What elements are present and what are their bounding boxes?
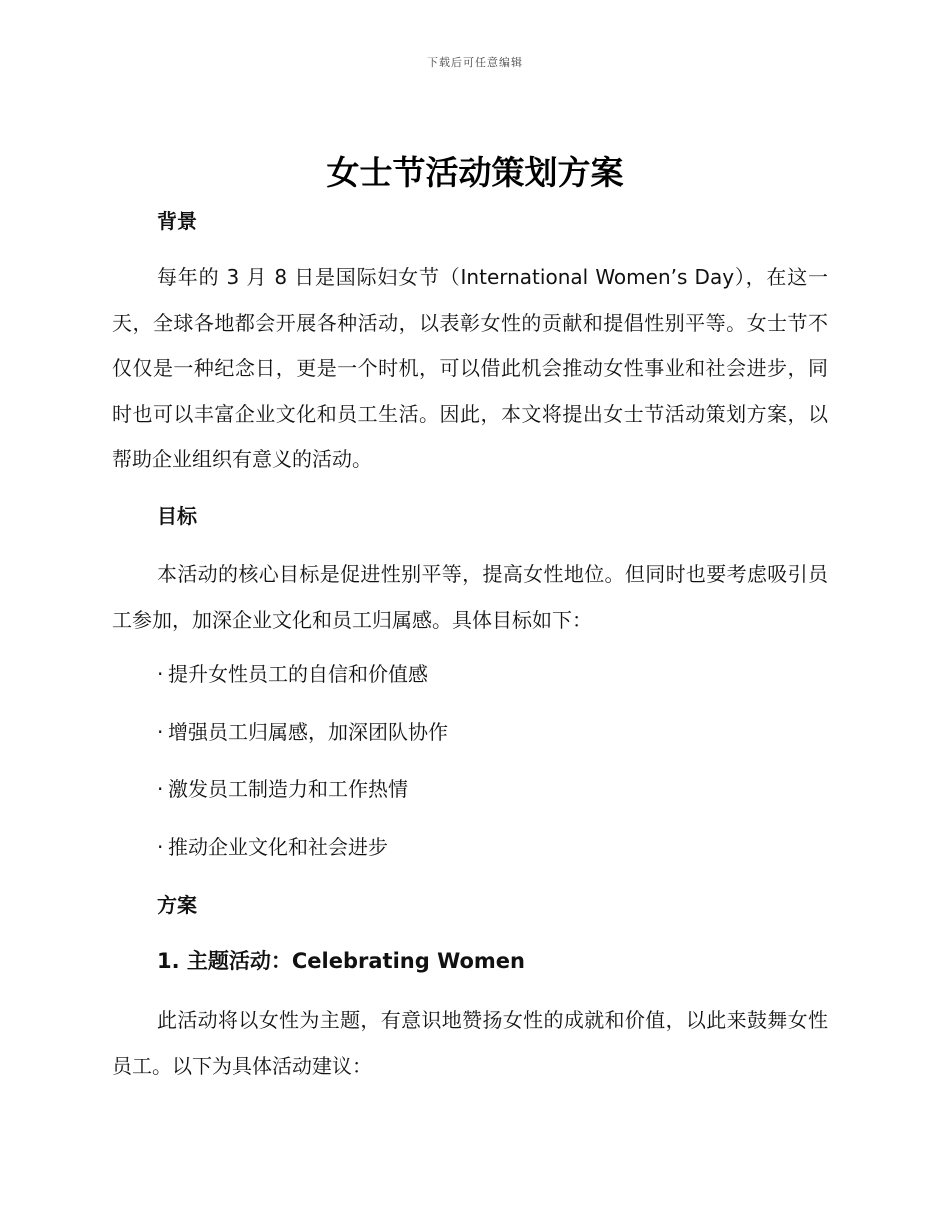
list-item-text: 推动企业文化和社会进步 bbox=[168, 834, 388, 859]
bullet-mark: · bbox=[157, 777, 164, 801]
list-item bbox=[157, 660, 448, 718]
list-item bbox=[157, 775, 448, 833]
bullet-mark: · bbox=[157, 719, 164, 744]
goals-list bbox=[157, 660, 448, 890]
header-note: 下载后可任意编辑 bbox=[427, 56, 523, 69]
plan-heading: 方案 bbox=[157, 893, 197, 917]
background-paragraph: 每年的 3 月 8 日是国际妇女节（International Women’s Day），在这一天，全球各地都会开展各种活动，以表彰女性的贡献和提倡性别平等。女士节不仅仅是一种纪念日，更是一个时机，可以借此机会推动女性事业和社会进步，同时也可以丰富企业文化和员工生活。因此，本文将提出女士节活动策划方案，以帮助企业组织有意义的活动。 bbox=[112, 265, 828, 471]
plan-sub-heading: 1. 主题活动：Celebrating Women bbox=[157, 949, 526, 973]
background-heading: 背景 bbox=[157, 209, 197, 233]
list-item-text: 激发员工制造力和工作热情 bbox=[168, 777, 408, 801]
plan-paragraph: 此活动将以女性为主题，有意识地赞扬女性的成就和价值，以此来鼓舞女性员工。以下为具体活动建议： bbox=[112, 1008, 828, 1078]
bullet-mark: · bbox=[157, 662, 164, 686]
bullet-mark: · bbox=[157, 834, 164, 859]
list-item-text: 增强员工归属感，加深团队协作 bbox=[168, 719, 448, 744]
document-title: 女士节活动策划方案 bbox=[326, 153, 624, 192]
goals-paragraph: 本活动的核心目标是促进性别平等，提高女性地位。但同时也要考虑吸引员工参加，加深企业文化和员工归属感。具体目标如下： bbox=[112, 562, 828, 632]
list-item-text: 提升女性员工的自信和价值感 bbox=[168, 662, 428, 686]
list-item bbox=[157, 718, 448, 776]
goals-heading: 目标 bbox=[157, 504, 197, 528]
list-item bbox=[157, 833, 448, 891]
